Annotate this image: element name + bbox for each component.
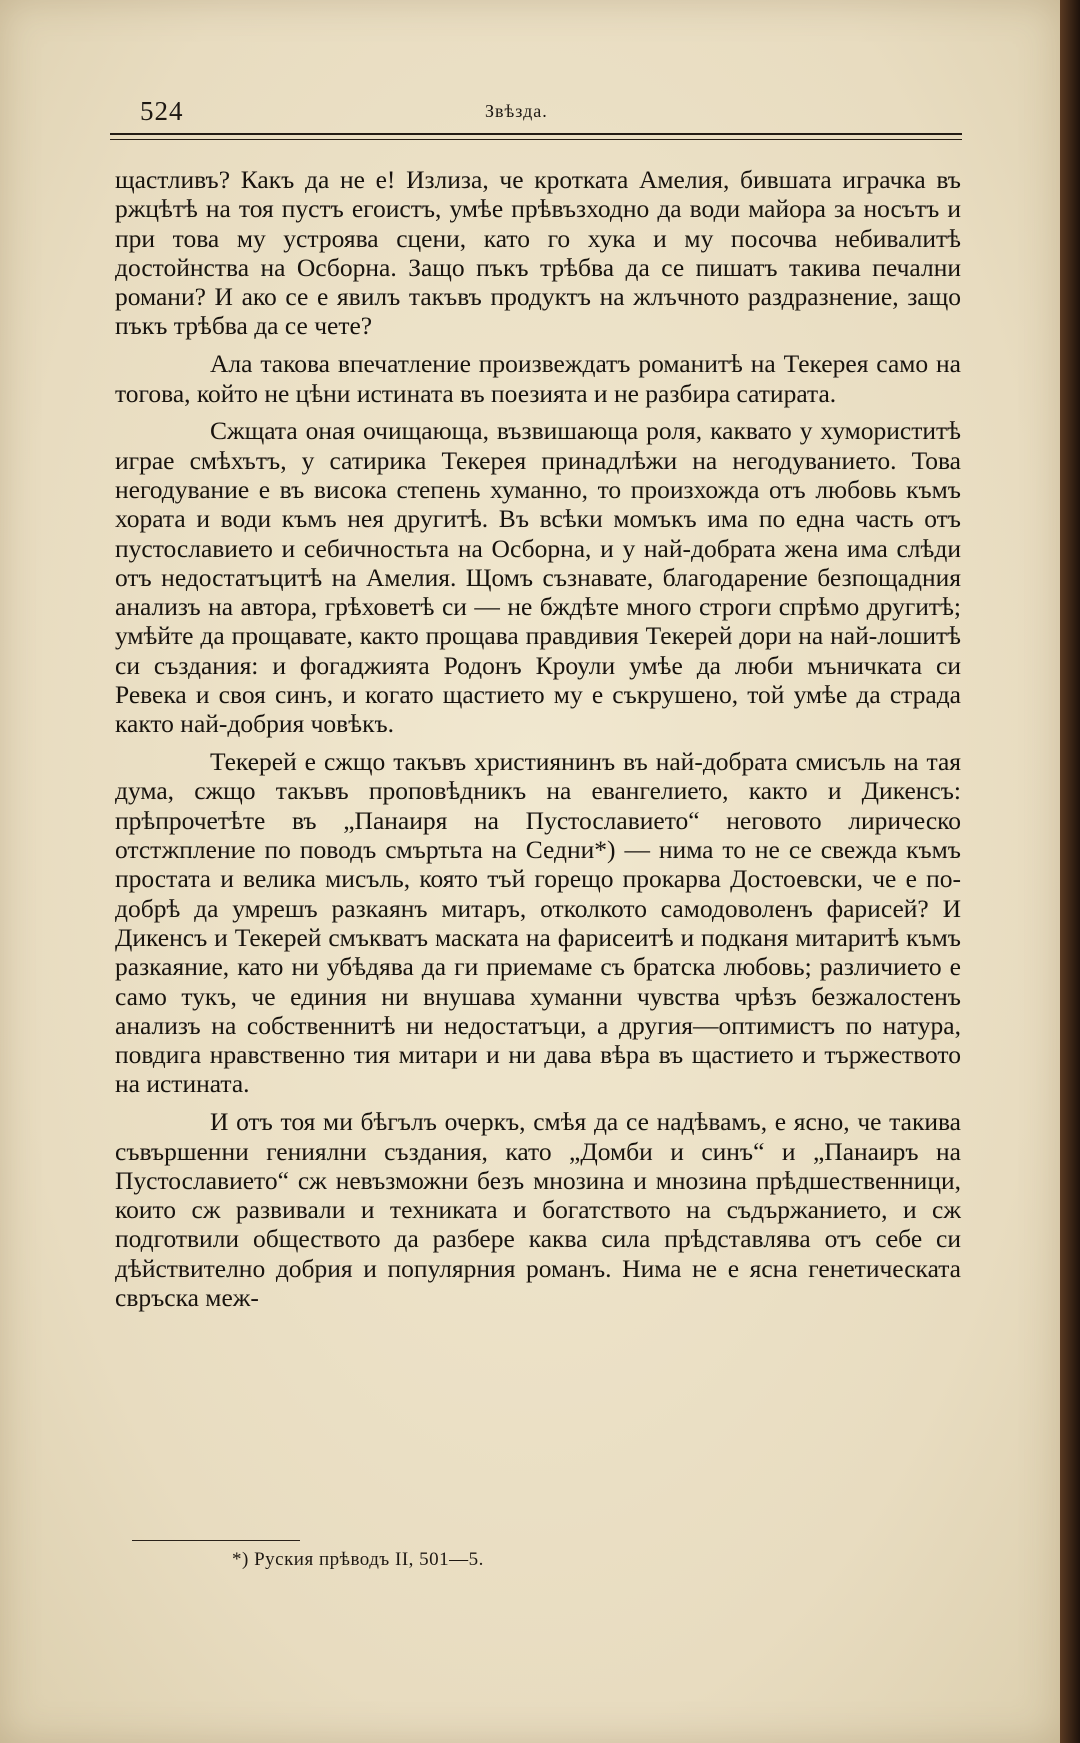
paragraph: Сжщата оная очищающа, възвишающа роля, каквато у хумориститѣ играе смѣхътъ, у сатирика Текерея принадлѣжи на негодуванието. Това негодувание е въ висока степень хуманно, то произхожда отъ любовь къмъ хората и води къмъ нея другитѣ. Въ всѣки момъкъ има по една часть отъ пустославието и себичностьта на Осборна, и у най-добрата жена има слѣди отъ недостатъцитѣ на Амелия. Щомъ съзнавате, благодарение безпощадния анализъ на автора, грѣховетѣ си — не бждѣте много строги спрѣмо другитѣ; умѣйте да прощавате, както прощава правдивия Текерей дори на най-лошитѣ си създания: и фогаджията Родонъ Кроули умѣе да люби мъничката си Ревека и своя синъ, и когато щастието му е съкрушено, той умѣе да страда както най-добрия човѣкъ. [115,416,961,739]
paragraph-continuation: щастливъ? Какъ да не е! Излиза, че кротката Амелия, бившата играчка въ ржцѣтѣ на тоя пустъ егоистъ, умѣе прѣвъзходно да води майора за носътъ и при това му устроява сцени, като го хука и му посочва небивалитѣ достойнства на Осборна. Защо пъкъ трѣбва да се пишатъ такива печални романи? И ако се е явилъ такъвъ продуктъ на жлъчното раздразнение, защо пъкъ трѣбва да се чете? [115,165,961,341]
header-rule-thin [110,139,962,140]
body-text [115,165,961,1321]
paragraph: Ала такова впечатление произвеждатъ романитѣ на Текерея само на тогова, който не цѣни истината въ поезията и не разбира сатирата. [115,349,961,408]
page-header [110,96,960,130]
book-edge [1060,0,1080,1743]
running-title: Звѣзда. [485,101,548,121]
footnote-rule [132,1540,300,1541]
paragraph: И отъ тоя ми бѣгълъ очеркъ, смѣя да се надѣвамъ, е ясно, че такива съвършенни гениялни създания, като „Домби и синъ“ и „Панаиръ на Пустославието“ сж невъзможни безъ мнозина и мнозина прѣдшественници, които сж развивали и техниката и богатството на съдържанието, и сж подготвили обществото да разбере каква сила прѣдставлява отъ себе си дѣйствително добрия и популярния романъ. Нима не е ясна генетическата свръска меж- [115,1107,961,1312]
footnote: *) Руския прѣводъ II, 501—5. [232,1549,484,1570]
header-rule-thick [110,133,962,135]
paragraph: Текерей е сжщо такъвъ християнинъ въ най-добрата смисъль на тая дума, сжщо такъвъ проповѣдникъ на евангелието, както и Дикенсъ: прѣпрочетѣте въ „Панаиря на Пустославието“ неговото лирическо отстжпление по поводъ смъртьта на Седни*) — нима то не се свежда къмъ простата и велика мисъль, която тъй горещо прокарва Достоевски, че е по-добрѣ да умрешъ разкаянъ митаръ, отколкото самодоволенъ фарисей? И Дикенсъ и Текерей смъкватъ маската на фарисеитѣ и подканя митаритѣ къмъ разкаяние, като ни убѣдява да ги приемаме съ братска любовь; различието е само тукъ, че единия ни внушава хуманни чувства чрѣзъ безжалостенъ анализъ на собственнитѣ ни недостатъци, а другия—оптимистъ по натура, повдига нравственно тия митари и ни дава вѣра въ щастието и тържеството на истината. [115,747,961,1099]
page-number: 524 [140,96,184,126]
